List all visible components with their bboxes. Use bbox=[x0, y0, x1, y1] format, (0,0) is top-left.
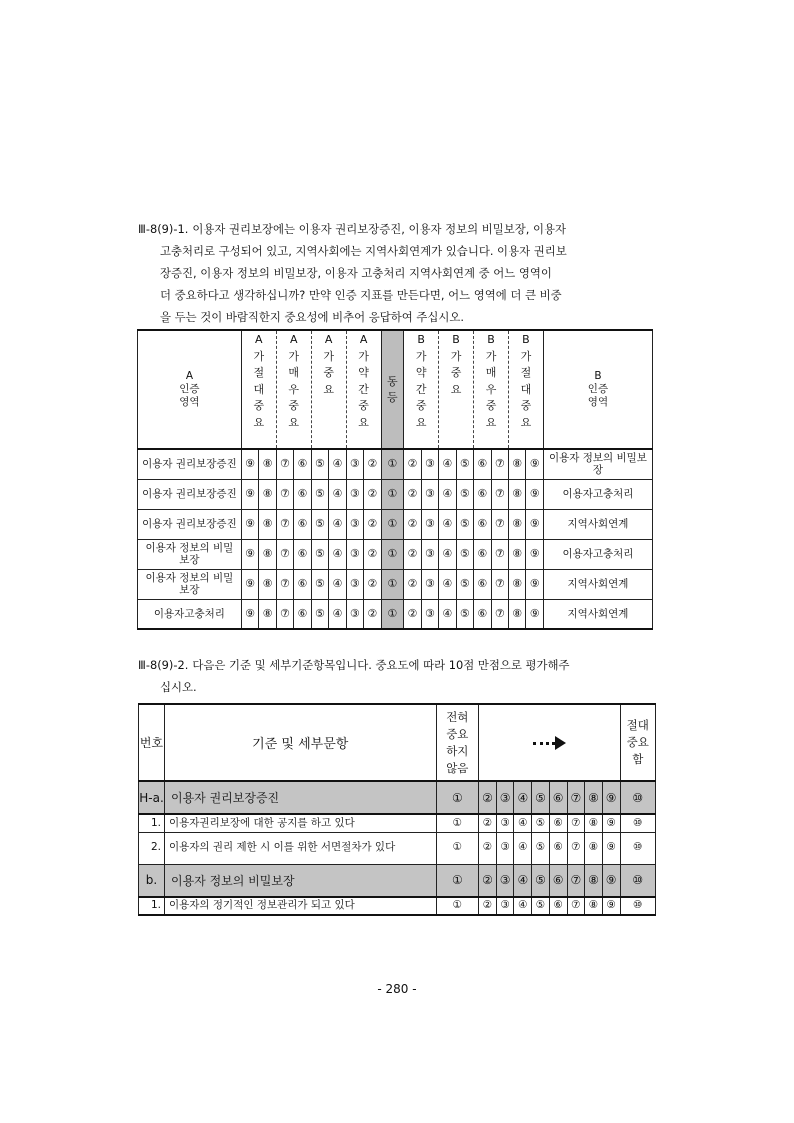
rating-option[interactable]: ② bbox=[364, 449, 381, 479]
rating-option[interactable]: ② bbox=[364, 569, 381, 599]
rating-option[interactable]: ③ bbox=[421, 569, 438, 599]
rating-option[interactable]: ① bbox=[381, 569, 404, 599]
section-code: H-a. bbox=[139, 781, 165, 814]
question-2 bbox=[138, 654, 658, 698]
rating-option[interactable]: ⑥ bbox=[549, 864, 567, 897]
rating-option[interactable]: ② bbox=[364, 479, 381, 509]
rating-option[interactable]: ⑨ bbox=[602, 864, 620, 897]
rating-option[interactable]: ① bbox=[381, 449, 404, 479]
question-1-line: 을 두는 것이 바람직한지 중요성에 비추어 응답하여 주십시오. bbox=[160, 310, 465, 324]
b-area-cell: 지역사회연계 bbox=[543, 509, 652, 539]
rating-option[interactable]: ⑩ bbox=[620, 832, 655, 864]
rating-option[interactable]: ⑤ bbox=[532, 832, 550, 864]
rating-option[interactable]: ④ bbox=[439, 569, 456, 599]
rating-option[interactable]: ④ bbox=[439, 449, 456, 479]
rating-option[interactable]: ④ bbox=[329, 599, 346, 629]
rating-option[interactable]: ⑦ bbox=[491, 539, 508, 569]
rating-option[interactable]: ⑦ bbox=[491, 449, 508, 479]
rating-option[interactable]: ⑥ bbox=[549, 781, 567, 814]
rating-option[interactable]: ⑥ bbox=[474, 569, 491, 599]
rating-option[interactable]: ⑨ bbox=[241, 569, 258, 599]
comparison-row bbox=[138, 449, 653, 479]
rating-option[interactable]: ② bbox=[364, 539, 381, 569]
rating-option[interactable]: ⑨ bbox=[241, 599, 258, 629]
rating-option[interactable]: ① bbox=[381, 479, 404, 509]
rating-option[interactable]: ⑥ bbox=[549, 814, 567, 832]
rating-option[interactable]: ③ bbox=[496, 864, 514, 897]
item-number: 1. bbox=[139, 897, 165, 915]
a-area-cell: 이용자 정보의 비밀보장 bbox=[138, 569, 242, 599]
rating-option[interactable]: ⑧ bbox=[508, 479, 525, 509]
rating-option[interactable]: ⑥ bbox=[549, 897, 567, 915]
rating-option[interactable]: ① bbox=[436, 864, 479, 897]
rating-option[interactable]: ⑤ bbox=[532, 897, 550, 915]
b-area-cell: 지역사회연계 bbox=[543, 569, 652, 599]
rating-option[interactable]: ③ bbox=[346, 599, 363, 629]
rating-option[interactable]: ⑧ bbox=[585, 832, 603, 864]
rating-option[interactable]: ① bbox=[436, 814, 479, 832]
rating-option[interactable]: ④ bbox=[439, 539, 456, 569]
rating-option[interactable]: ⑤ bbox=[311, 569, 328, 599]
rating-option[interactable]: ⑧ bbox=[508, 599, 525, 629]
rating-option[interactable]: ⑩ bbox=[620, 897, 655, 915]
rating-option[interactable]: ③ bbox=[421, 479, 438, 509]
rating-option[interactable]: ③ bbox=[421, 539, 438, 569]
not-important-header: 전혀중요하지않음 bbox=[436, 704, 479, 781]
rating-option[interactable]: ③ bbox=[496, 832, 514, 864]
rating-option[interactable]: ⑦ bbox=[491, 509, 508, 539]
a-letter: A bbox=[185, 370, 193, 382]
rating-option[interactable]: ⑨ bbox=[241, 449, 258, 479]
rating-option[interactable]: ④ bbox=[514, 832, 532, 864]
rating-option[interactable]: ⑨ bbox=[526, 539, 543, 569]
rating-option[interactable]: ⑧ bbox=[508, 569, 525, 599]
rating-option[interactable]: ⑧ bbox=[508, 509, 525, 539]
rating-option[interactable]: ⑥ bbox=[294, 509, 311, 539]
rating-option[interactable]: ⑤ bbox=[311, 449, 328, 479]
rating-option[interactable]: ⑨ bbox=[602, 781, 620, 814]
rating-option[interactable]: ⑤ bbox=[311, 509, 328, 539]
rating-option[interactable]: ⑤ bbox=[456, 599, 473, 629]
rating-option[interactable]: ⑤ bbox=[456, 569, 473, 599]
rating-option[interactable]: ② bbox=[404, 569, 421, 599]
b-area-cell: 이용자고충처리 bbox=[543, 539, 652, 569]
page-number: - 280 - bbox=[377, 982, 417, 996]
item-row bbox=[139, 897, 656, 915]
section-code: b. bbox=[139, 864, 165, 897]
rating-option[interactable]: ⑤ bbox=[311, 539, 328, 569]
rating-option[interactable]: ④ bbox=[514, 864, 532, 897]
rating-option[interactable]: ④ bbox=[329, 509, 346, 539]
rating-option[interactable]: ⑦ bbox=[276, 569, 293, 599]
number-header: 번호 bbox=[139, 704, 165, 781]
question-2-number: Ⅲ-8(9)-2. bbox=[138, 658, 189, 672]
section-title: 이용자 권리보장증진 bbox=[165, 781, 437, 814]
rating-option[interactable]: ⑧ bbox=[508, 449, 525, 479]
rating-option[interactable]: ⑦ bbox=[567, 897, 585, 915]
rating-option[interactable]: ④ bbox=[514, 781, 532, 814]
scale-arrow bbox=[479, 704, 620, 781]
rating-option[interactable]: ⑥ bbox=[294, 539, 311, 569]
rating-option[interactable]: ② bbox=[404, 449, 421, 479]
scale-header: B가약간중요 bbox=[404, 330, 439, 449]
scale-header: A가약간중요 bbox=[346, 330, 381, 449]
rating-option[interactable]: ① bbox=[381, 509, 404, 539]
rating-option[interactable]: ⑦ bbox=[276, 599, 293, 629]
rating-option[interactable]: ④ bbox=[514, 897, 532, 915]
equal-header: 동등 bbox=[381, 330, 404, 449]
table-header-row bbox=[138, 330, 653, 449]
comparison-row bbox=[138, 539, 653, 569]
rating-option[interactable]: ⑦ bbox=[491, 569, 508, 599]
rating-option[interactable]: ⑦ bbox=[491, 479, 508, 509]
rating-option[interactable]: ① bbox=[436, 781, 479, 814]
item-number: 1. bbox=[139, 814, 165, 832]
comparison-row bbox=[138, 509, 653, 539]
rating-option[interactable]: ⑤ bbox=[311, 479, 328, 509]
rating-option[interactable]: ① bbox=[381, 599, 404, 629]
rating-option[interactable]: ⑦ bbox=[276, 449, 293, 479]
rating-option[interactable]: ④ bbox=[329, 479, 346, 509]
rating-option[interactable]: ⑨ bbox=[526, 449, 543, 479]
rating-option[interactable]: ⑥ bbox=[294, 449, 311, 479]
rating-option[interactable]: ④ bbox=[439, 479, 456, 509]
scale-header: B가중요 bbox=[439, 330, 474, 449]
rating-option[interactable]: ⑤ bbox=[456, 539, 473, 569]
a-area-label: 인증 영역 bbox=[179, 383, 200, 408]
rating-option[interactable]: ⑥ bbox=[474, 539, 491, 569]
rating-option[interactable]: ③ bbox=[421, 599, 438, 629]
item-text: 이용자권리보장에 대한 공지를 하고 있다 bbox=[165, 814, 437, 832]
a-area-cell: 이용자 권리보장증진 bbox=[138, 449, 242, 479]
section-row bbox=[139, 781, 656, 814]
rating-option[interactable]: ⑤ bbox=[532, 781, 550, 814]
rating-option[interactable]: ② bbox=[404, 599, 421, 629]
section-row bbox=[139, 864, 656, 897]
b-area-header bbox=[543, 330, 652, 449]
rating-option[interactable]: ⑨ bbox=[526, 509, 543, 539]
rating-option[interactable]: ⑧ bbox=[585, 864, 603, 897]
rating-option[interactable]: ① bbox=[436, 832, 479, 864]
scale-header: B가매우중요 bbox=[474, 330, 509, 449]
rating-option[interactable]: ② bbox=[404, 479, 421, 509]
rating-option[interactable]: ⑥ bbox=[294, 569, 311, 599]
rating-option[interactable]: ④ bbox=[439, 599, 456, 629]
rating-option[interactable]: ③ bbox=[496, 814, 514, 832]
rating-option[interactable]: ② bbox=[404, 509, 421, 539]
rating-option[interactable]: ③ bbox=[421, 509, 438, 539]
rating-option[interactable]: ② bbox=[479, 781, 497, 814]
pairwise-comparison-table bbox=[137, 329, 653, 630]
rating-option[interactable]: ② bbox=[364, 599, 381, 629]
rating-option[interactable]: ⑩ bbox=[620, 781, 655, 814]
b-area-cell: 이용자 정보의 비밀보장 bbox=[543, 449, 652, 479]
scale-header: A가절대중요 bbox=[241, 330, 276, 449]
comparison-row bbox=[138, 479, 653, 509]
item-text: 이용자의 권리 제한 시 이를 위한 서면절차가 있다 bbox=[165, 832, 437, 864]
rating-option[interactable]: ⑤ bbox=[311, 599, 328, 629]
rating-option[interactable]: ⑧ bbox=[508, 539, 525, 569]
rating-option[interactable]: ⑤ bbox=[532, 864, 550, 897]
criteria-header: 기준 및 세부문항 bbox=[165, 704, 437, 781]
comparison-row bbox=[138, 599, 653, 629]
rating-option[interactable]: ⑩ bbox=[620, 864, 655, 897]
rating-option[interactable]: ③ bbox=[346, 449, 363, 479]
question-2-line: 십시오. bbox=[160, 680, 197, 694]
rating-option[interactable]: ⑨ bbox=[241, 539, 258, 569]
rating-option[interactable]: ① bbox=[381, 539, 404, 569]
b-area-label: 인증 영역 bbox=[587, 383, 609, 408]
rating-option[interactable]: ⑦ bbox=[276, 509, 293, 539]
item-row bbox=[139, 832, 656, 864]
rating-option[interactable]: ⑧ bbox=[259, 479, 276, 509]
rating-option[interactable]: ⑥ bbox=[294, 479, 311, 509]
rating-option[interactable]: ② bbox=[479, 864, 497, 897]
rating-option[interactable]: ② bbox=[479, 814, 497, 832]
b-area-cell: 지역사회연계 bbox=[543, 599, 652, 629]
rating-option[interactable]: ② bbox=[479, 897, 497, 915]
item-row bbox=[139, 814, 656, 832]
rating-option[interactable]: ⑦ bbox=[567, 781, 585, 814]
rating-option[interactable]: ④ bbox=[329, 449, 346, 479]
rating-option[interactable]: ⑩ bbox=[620, 814, 655, 832]
rating-option[interactable]: ⑨ bbox=[602, 814, 620, 832]
rating-option[interactable]: ⑥ bbox=[474, 479, 491, 509]
scale-header: A가중요 bbox=[311, 330, 346, 449]
rating-option[interactable]: ① bbox=[436, 897, 479, 915]
rating-option[interactable]: ③ bbox=[496, 781, 514, 814]
importance-rating-table bbox=[138, 703, 656, 916]
rating-option[interactable]: ④ bbox=[514, 814, 532, 832]
rating-option[interactable]: ⑨ bbox=[602, 832, 620, 864]
rating-option[interactable]: ⑧ bbox=[259, 449, 276, 479]
item-number: 2. bbox=[139, 832, 165, 864]
rating-option[interactable]: ④ bbox=[329, 539, 346, 569]
question-1-line: 장증진, 이용자 정보의 비밀보장, 이용자 고충처리 지역사회연계 중 어느 영역이 bbox=[160, 266, 552, 280]
section-title: 이용자 정보의 비밀보장 bbox=[165, 864, 437, 897]
rating-option[interactable]: ② bbox=[479, 832, 497, 864]
rating-option[interactable]: ⑥ bbox=[549, 832, 567, 864]
a-area-cell: 이용자 권리보장증진 bbox=[138, 509, 242, 539]
rating-option[interactable]: ⑧ bbox=[585, 814, 603, 832]
rating-option[interactable]: ④ bbox=[439, 509, 456, 539]
rating-option[interactable]: ⑧ bbox=[259, 569, 276, 599]
scale-header: A가매우중요 bbox=[276, 330, 311, 449]
rating-option[interactable]: ⑧ bbox=[259, 539, 276, 569]
very-important-header: 절대중요함 bbox=[620, 704, 655, 781]
arrow-right-icon bbox=[533, 736, 566, 750]
rating-option[interactable]: ③ bbox=[421, 449, 438, 479]
rating-option[interactable]: ⑨ bbox=[526, 479, 543, 509]
rating-option[interactable]: ② bbox=[364, 509, 381, 539]
rating-option[interactable]: ⑧ bbox=[259, 599, 276, 629]
rating-option[interactable]: ③ bbox=[346, 569, 363, 599]
question-1-number: Ⅲ-8(9)-1. bbox=[138, 222, 189, 236]
rating-option[interactable]: ⑦ bbox=[567, 864, 585, 897]
a-area-cell: 이용자 권리보장증진 bbox=[138, 479, 242, 509]
question-2-line: 다음은 기준 및 세부기준항목입니다. 중요도에 따라 10점 만점으로 평가해주 bbox=[192, 658, 570, 672]
a-area-cell: 이용자 정보의 비밀보장 bbox=[138, 539, 242, 569]
rating-option[interactable]: ⑥ bbox=[474, 449, 491, 479]
rating-option[interactable]: ③ bbox=[496, 897, 514, 915]
rating-option[interactable]: ⑦ bbox=[567, 814, 585, 832]
rating-option[interactable]: ⑧ bbox=[585, 897, 603, 915]
rating-option[interactable]: ④ bbox=[329, 569, 346, 599]
rating-option[interactable]: ⑨ bbox=[526, 569, 543, 599]
rating-option[interactable]: ⑤ bbox=[456, 479, 473, 509]
rating-option[interactable]: ⑦ bbox=[567, 832, 585, 864]
rating-option[interactable]: ⑤ bbox=[532, 814, 550, 832]
rating-option[interactable]: ⑦ bbox=[491, 599, 508, 629]
rating-option[interactable]: ③ bbox=[346, 479, 363, 509]
scale-header: B가절대중요 bbox=[508, 330, 543, 449]
rating-option[interactable]: ⑦ bbox=[276, 539, 293, 569]
rating-option[interactable]: ② bbox=[404, 539, 421, 569]
a-area-header bbox=[138, 330, 242, 449]
rating-option[interactable]: ⑧ bbox=[585, 781, 603, 814]
rating-option[interactable]: ⑨ bbox=[526, 599, 543, 629]
b-area-cell: 이용자고충처리 bbox=[543, 479, 652, 509]
b-letter: B bbox=[594, 370, 602, 382]
item-text: 이용자의 정기적인 정보관리가 되고 있다 bbox=[165, 897, 437, 915]
a-area-cell: 이용자고충처리 bbox=[138, 599, 242, 629]
question-1-line: 이용자 권리보장에는 이용자 권리보장증진, 이용자 정보의 비밀보장, 이용자 bbox=[192, 222, 567, 236]
rating-option[interactable]: ⑨ bbox=[241, 509, 258, 539]
rating-option[interactable]: ⑨ bbox=[241, 479, 258, 509]
table-header-row bbox=[139, 704, 656, 781]
rating-option[interactable]: ⑥ bbox=[474, 599, 491, 629]
rating-option[interactable]: ⑥ bbox=[294, 599, 311, 629]
rating-option[interactable]: ⑤ bbox=[456, 449, 473, 479]
comparison-row bbox=[138, 569, 653, 599]
rating-option[interactable]: ⑤ bbox=[456, 509, 473, 539]
rating-option[interactable]: ③ bbox=[346, 509, 363, 539]
question-1-line: 더 중요하다고 생각하십니까? 만약 인증 지표를 만든다면, 어느 영역에 더 큰 비중 bbox=[160, 288, 562, 302]
rating-option[interactable]: ⑦ bbox=[276, 479, 293, 509]
rating-option[interactable]: ⑥ bbox=[474, 509, 491, 539]
question-1-line: 고충처리로 구성되어 있고, 지역사회에는 지역사회연계가 있습니다. 이용자 권리보 bbox=[160, 244, 567, 258]
rating-option[interactable]: ③ bbox=[346, 539, 363, 569]
rating-option[interactable]: ⑨ bbox=[602, 897, 620, 915]
rating-option[interactable]: ⑧ bbox=[259, 509, 276, 539]
